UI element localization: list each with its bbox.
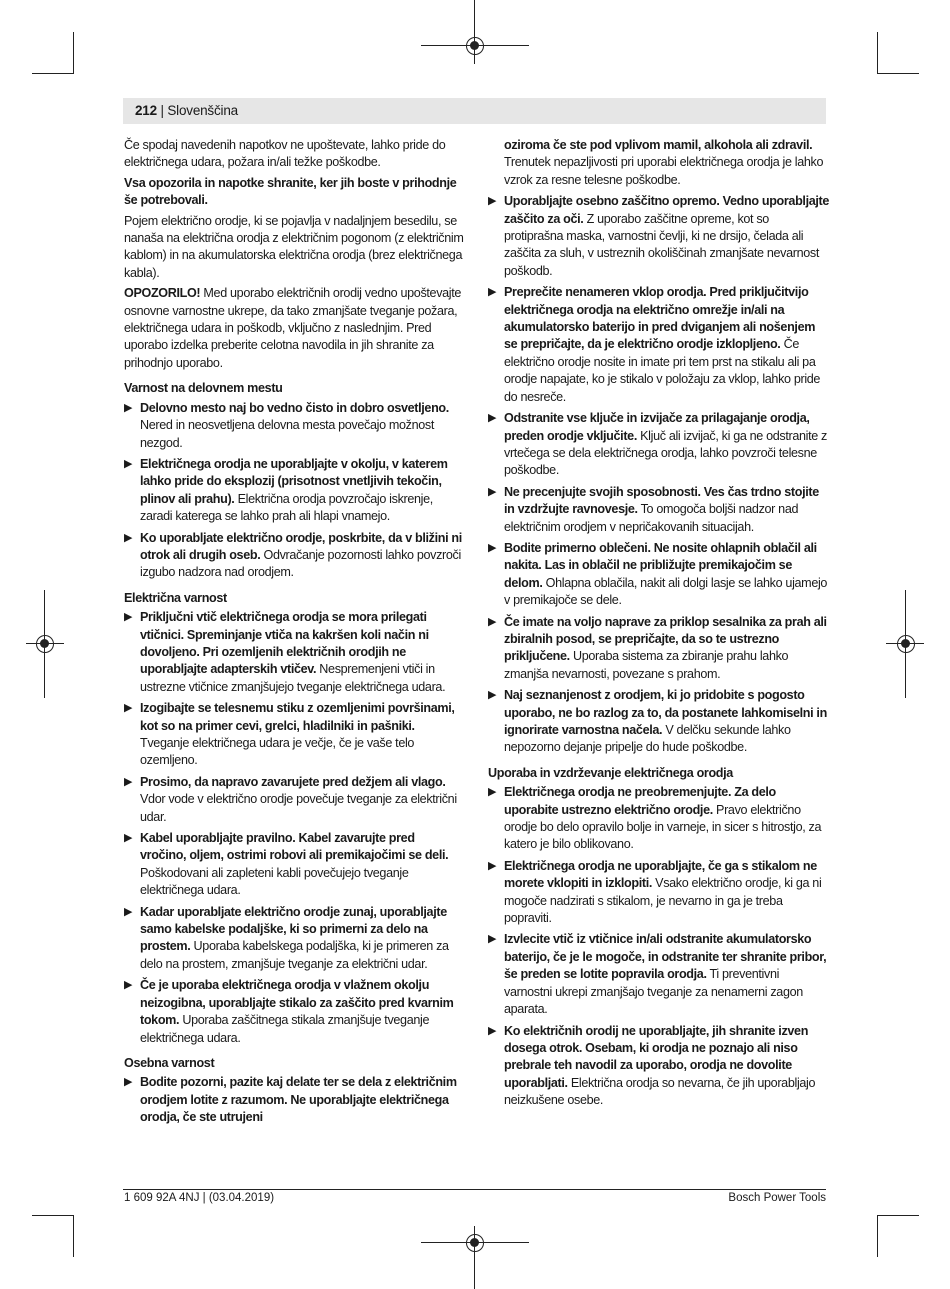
bullet-arrow-icon: ▶ bbox=[124, 457, 133, 470]
list-item: ▶ Električnega orodja ne uporabljajte v okolju, v katerem lahko pride do eksplozij (prisotnost vnetljivih tekočin, plinov ali prahu). Električna orodja povzročajo iskrenje, zaradi katerega se lahko prah ali hlapi vnamejo. bbox=[124, 456, 448, 524]
bullet-arrow-icon: ▶ bbox=[124, 1076, 133, 1089]
bullet-arrow-icon: ▶ bbox=[124, 832, 133, 845]
section-heading-workplace: Varnost na delovnem mestu bbox=[124, 381, 283, 396]
bullet-arrow-icon: ▶ bbox=[488, 689, 497, 702]
footer-brand: Bosch Power Tools bbox=[728, 1192, 826, 1204]
section-heading-personal: Osebna varnost bbox=[124, 1055, 215, 1070]
list-item: ▶ Električnega orodja ne preobremenjujte. Za delo uporabite ustrezno električno orodje. Pravo električno orodje bo delo opravilo bolje in varneje, in sicer s hitrostjo, za katero je bilo oblikovano. bbox=[488, 785, 822, 852]
list-item: ▶ Izogibajte se telesnemu stiku z ozemljenimi površinami, kot so na primer cevi, grelci, hladilniki in pašniki. Tveganje električnega udara je večje, če je vaše telo ozemljeno. bbox=[124, 701, 455, 768]
list-item: ▶ Izvlecite vtič iz vtičnice in/ali odstranite akumulatorsko baterijo, če je le mogoče, in odstranite ter shranite pribor, še preden se lotite popravila orodja. Ti preventivni varnostni ukrepi zmanjšajo tveganje za nenamerni zagon aparata. bbox=[488, 932, 827, 1017]
language-label: Slovenščina bbox=[167, 103, 238, 118]
crop-mark bbox=[877, 32, 878, 74]
bullet-arrow-icon: ▶ bbox=[488, 195, 497, 208]
left-column bbox=[124, 137, 464, 1131]
registration-mark-icon bbox=[36, 635, 54, 653]
list-item: ▶ Kabel uporabljajte pravilno. Kabel zavarujte pred vročino, oljem, ostrimi robovi ali premikajočimi se deli. Poškodovani ali zapleteni kabli povečujejo tveganje električnega udara. bbox=[124, 831, 449, 898]
intro-definition: Pojem električno orodje, ki se pojavlja v nadaljnjem besedilu, se nanaša na električna orodja z električnim pogonom (z električnim kablom) in na akumulatorska električna orodja (brez električnega kabla). bbox=[124, 213, 464, 280]
section-heading-electrical: Električna varnost bbox=[124, 590, 227, 605]
crop-mark bbox=[32, 1215, 74, 1216]
registration-mark-icon bbox=[897, 635, 915, 653]
warning-label: OPOZORILO! bbox=[124, 286, 201, 301]
list-item-continued: oziroma če ste pod vplivom mamil, alkohola ali zdravil. Trenutek nepazljivosti pri uporabi električnega orodja je lahko vzrok za resne telesne poškodbe. bbox=[504, 138, 824, 187]
list-item: ▶ Ko električnih orodij ne uporabljajte, jih shranite izven dosega otrok. Osebam, ki orodja ne poznajo ali niso prebrale teh navodil za uporabo, orodja ne dovolite uporabljati. Električna orodja so nevarna, če jih uporabljajo neizkušene osebe. bbox=[488, 1023, 816, 1108]
bullet-arrow-icon: ▶ bbox=[124, 775, 133, 788]
bullet-arrow-icon: ▶ bbox=[488, 286, 497, 299]
registration-mark-icon bbox=[466, 1234, 484, 1252]
bullet-arrow-icon: ▶ bbox=[124, 702, 133, 715]
crop-mark bbox=[877, 1215, 919, 1216]
list-item: ▶ Ne precenjujte svojih sposobnosti. Ves čas trdno stojite in vzdržujte ravnovesje. To omogoča boljši nadzor nad električnim orodjem v nepričakovanih situacijah. bbox=[488, 484, 819, 534]
bullet-arrow-icon: ▶ bbox=[124, 531, 133, 544]
list-item: ▶ Delovno mesto naj bo vedno čisto in dobro osvetljeno. Nered in neosvetljena delovna mesta povečajo možnost nezgod. bbox=[124, 400, 449, 450]
list-item: ▶ Bodite pozorni, pazite kaj delate ter se dela z električnim orodjem lotite z razumom. Ne uporabljajte električnega orodja, če ste utrujeni bbox=[124, 1075, 457, 1125]
bullet-arrow-icon: ▶ bbox=[488, 485, 497, 498]
bullet-arrow-icon: ▶ bbox=[124, 611, 133, 624]
crop-mark bbox=[73, 32, 74, 74]
bullet-arrow-icon: ▶ bbox=[124, 905, 133, 918]
list-item: ▶ Kadar uporabljate električno orodje zunaj, uporabljajte samo kabelske podaljške, ki so primerni za delo na prostem. Uporaba kabelskega podaljška, ki je primeren za delo na prostem, zmanjšuje tveganje za električni udar. bbox=[124, 904, 449, 971]
list-item: ▶ Priključni vtič električnega orodja se mora prilegati vtičnici. Spreminjanje vtiča na kakršen koli način ni dovoljeno. Pri ozemljenih električnih orodjih ne uporabljajte adapterskih vtičev. Nespremenjeni vtiči in ustrezne vtičnice zmanjšujejo tveganje električnega udara. bbox=[124, 610, 446, 694]
list-item: ▶ Ko uporabljate električno orodje, poskrbite, da v bližini ni otrok ali drugih oseb. Odvračanje pozornosti lahko povzroči izgubo nadzora nad orodjem. bbox=[124, 530, 462, 580]
crop-mark bbox=[73, 1215, 74, 1257]
list-item: ▶ Bodite primerno oblečeni. Ne nosite ohlapnih oblačil ali nakita. Las in oblačil ne približujte premikajočim se delom. Ohlapna oblačila, nakit ali dolgi lasje se lahko ujamejo v premikajoče se dele. bbox=[488, 540, 828, 608]
list-item: ▶ Električnega orodja ne uporabljajte, če ga s stikalom ne morete vklopiti in izklopiti. Vsako električno orodje, ki ga ni mogoče nadzirati s stikalom, je nevarno in ga je treba popraviti. bbox=[488, 858, 822, 926]
bullet-arrow-icon: ▶ bbox=[488, 786, 497, 799]
intro-paragraph: Če spodaj navedenih napotkov ne upoštevate, lahko pride do električnega udara, požara in/ali težke poškodbe. bbox=[124, 138, 446, 170]
bullet-arrow-icon: ▶ bbox=[124, 979, 133, 992]
section-heading-use-maintenance: Uporaba in vzdrževanje električnega orodja bbox=[488, 765, 733, 780]
bullet-arrow-icon: ▶ bbox=[488, 541, 497, 554]
list-item: ▶ Preprečite nenameren vklop orodja. Pred priključitvijo električnega orodja na električno omrežje in/ali na akumulatorsko baterijo in pred dviganjem ali nošenjem se prepričajte, da je električno orodje izklopljeno. Če električno orodje nosite in imate pri tem prst na stikalu ali pa orodje napajate, ko je stikalo v položaju za vklop, lahko pride do nesreče. bbox=[488, 285, 821, 404]
crop-mark bbox=[877, 1215, 878, 1257]
registration-mark-icon bbox=[466, 37, 484, 55]
bullet-arrow-icon: ▶ bbox=[488, 933, 497, 946]
bullet-arrow-icon: ▶ bbox=[124, 401, 133, 414]
footer-doc-id: 1 609 92A 4NJ | (03.04.2019) bbox=[124, 1192, 275, 1204]
bullet-arrow-icon: ▶ bbox=[488, 1024, 497, 1037]
list-item: ▶ Prosimo, da napravo zavarujete pred dežjem ali vlago. Vdor vode v električno orodje povečuje tveganje za električni udar. bbox=[124, 774, 457, 824]
crop-mark bbox=[877, 73, 919, 74]
page-number: 212 bbox=[135, 103, 157, 118]
bullet-arrow-icon: ▶ bbox=[488, 615, 497, 628]
warning-paragraph: OPOZORILO! Med uporabo električnih orodij vedno upoštevajte osnovne varnostne ukrepe, da tako zmanjšate tveganje požara, električnega udara in poškodb, vključno z naslednjim. Pred uporabo izdelka preberite celotna navodila in jih shranite za prihodnjo uporabo. bbox=[124, 286, 462, 370]
list-item: ▶ Če imate na voljo naprave za priklop sesalnika za prah ali zbiralnih posod, se prepričajte, da so te ustrezno priključene. Uporaba sistema za zbiranje prahu lahko zmanjša nevarnosti, povezane s prahom. bbox=[488, 614, 827, 681]
list-item: ▶ Če je uporaba električnega orodja v vlažnem okolju neizogibna, uporabljajte stikalo za zaščito pred kvarnim tokom. Uporaba zaščitnega stikala zmanjšuje tveganje električnega udara. bbox=[124, 978, 454, 1045]
page-header: 212 | Slovenščina bbox=[135, 103, 238, 118]
crop-mark bbox=[32, 73, 74, 74]
footer-divider bbox=[123, 1189, 826, 1190]
intro-keep-instructions: Vsa opozorila in napotke shranite, ker jih boste v prihodnje še potrebovali. bbox=[124, 175, 457, 208]
bullet-arrow-icon: ▶ bbox=[488, 412, 497, 425]
bullet-arrow-icon: ▶ bbox=[488, 859, 497, 872]
right-column bbox=[488, 137, 830, 1114]
list-item: ▶ Odstranite vse ključe in izvijače za prilagajanje orodja, preden orodje vključite. Ključ ali izvijač, ki ga ne odstranite z vrtečega se dela električnega orodja, lahko povzroči telesne poškodbe. bbox=[488, 411, 828, 478]
list-item: ▶ Uporabljajte osebno zaščitno opremo. Vedno uporabljajte zaščito za oči. Z uporabo zaščitne opreme, kot so protiprašna maska, varnostni čevlji, ki ne drsijo, čelada ali zaščita za sluh, v ustreznih okoliščinah zmanjšate nevarnost poškodb. bbox=[488, 194, 830, 278]
list-item: ▶ Naj seznanjenost z orodjem, ki jo pridobite s pogosto uporabo, ne bo razlog za to, da postanete lahkomiselni in ignorirate varnostna načela. V delčku sekunde lahko nepozorno dejanje pripelje do hude poškodbe. bbox=[488, 688, 827, 755]
